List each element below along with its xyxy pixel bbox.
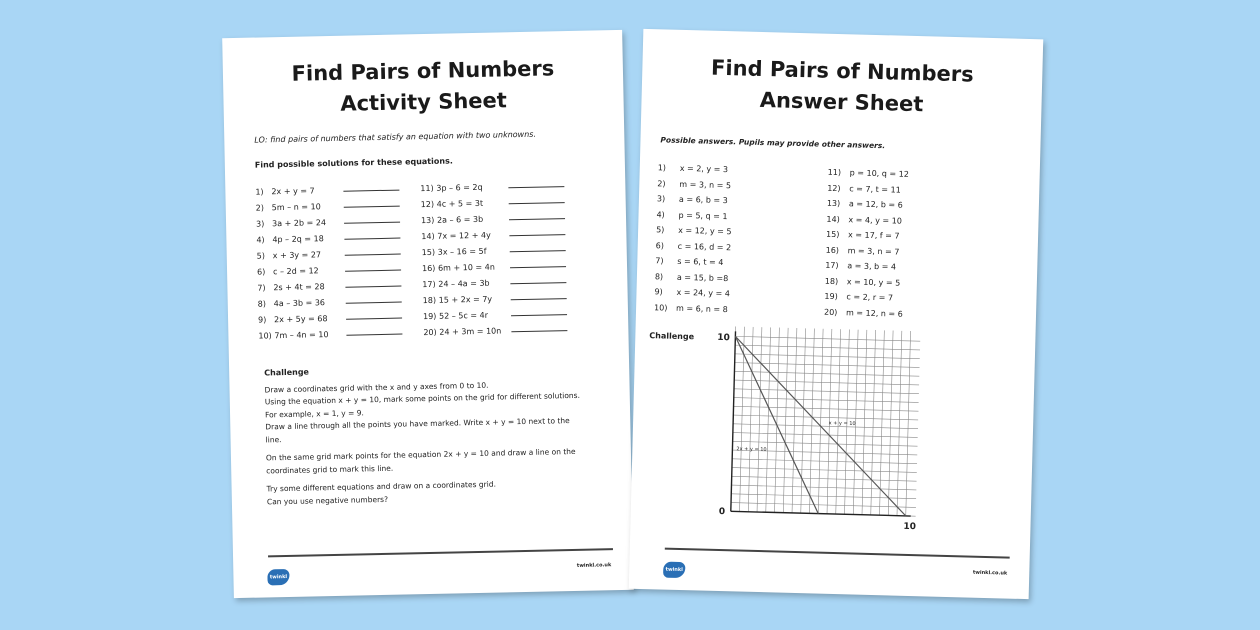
question-number: 3) <box>255 218 265 229</box>
question-equation: x + 3y = 27 <box>272 249 322 260</box>
challenge-text: For example, x = 1, y = 9. <box>264 407 364 419</box>
question-number: 16) <box>421 263 436 273</box>
answer-line[interactable] <box>509 218 565 220</box>
site-url: twinkl.co.uk <box>576 562 612 569</box>
answer-number: 8) <box>654 271 664 282</box>
challenge-text: Draw a coordinates grid with the x and y axes from 0 to 10. <box>264 380 489 394</box>
question-row <box>423 321 588 340</box>
instruction: Find possible solutions for these equations. <box>254 156 453 170</box>
answer-line[interactable] <box>510 250 566 252</box>
question-equation: 24 – 4a = 3b <box>438 278 490 289</box>
challenge-text: Using the equation x + y = 10, mark some points on the grid for different solutions. <box>264 390 581 407</box>
question-equation: 4a – 3b = 36 <box>273 297 326 308</box>
answer-text: m = 12, n = 6 <box>845 308 903 319</box>
answer-number: 15) <box>825 229 840 240</box>
answer-line[interactable] <box>346 317 402 319</box>
question-equation: 3a + 2b = 24 <box>271 217 327 228</box>
question-number: 5) <box>256 250 266 261</box>
answer-text: m = 6, n = 8 <box>675 303 728 314</box>
x-axis <box>731 511 911 516</box>
footer-divider <box>665 548 1010 559</box>
challenge-title: Challenge <box>649 331 695 342</box>
answer-text: a = 15, b =8 <box>676 272 729 283</box>
answer-line[interactable] <box>511 314 567 316</box>
question-number: 9) <box>257 314 267 325</box>
question-equation: 2s + 4t = 28 <box>273 281 325 292</box>
question-equation: 24 + 3m = 10n <box>439 325 502 337</box>
answer-number: 6) <box>655 241 665 251</box>
question-equation: 2x + y = 7 <box>271 185 315 196</box>
question-equation: 3p – 6 = 2q <box>436 182 483 193</box>
answer-text: x = 17, f = 7 <box>847 230 900 241</box>
twinkl-logo-icon: twinkl <box>663 562 685 579</box>
title-line-1: Find Pairs of Numbers <box>291 56 555 86</box>
question-equation: 7m – 4n = 10 <box>274 329 329 340</box>
coordinate-grid <box>710 326 920 540</box>
question-number: 20) <box>423 327 437 337</box>
answer-line[interactable] <box>344 205 400 207</box>
answer-columns <box>654 160 1040 325</box>
answer-text: x = 4, y = 10 <box>848 215 902 226</box>
answer-row <box>824 304 994 324</box>
answer-text: a = 12, b = 6 <box>848 199 903 210</box>
title-line-2: Activity Sheet <box>340 88 508 116</box>
question-number: 14) <box>421 231 435 241</box>
challenge-text: Draw a line through all the points you have marked. Write x + y = 10 next to the line. <box>265 416 570 444</box>
answer-number: 13) <box>826 198 841 209</box>
answer-number: 9) <box>654 287 663 297</box>
answer-number: 12) <box>827 183 841 193</box>
answer-line[interactable] <box>511 330 567 332</box>
answer-text: p = 5, q = 1 <box>678 210 728 221</box>
answer-line[interactable] <box>510 266 566 268</box>
learning-objective: LO: find pairs of numbers that satisfy an equation with two unknowns. <box>254 129 537 145</box>
question-equation: c – 2d = 12 <box>272 265 319 276</box>
answer-line[interactable] <box>508 186 564 188</box>
question-equation: 4p – 2q = 18 <box>272 233 324 244</box>
challenge-title: Challenge <box>264 367 310 378</box>
question-equation: 4c + 5 = 3t <box>436 198 484 209</box>
question-number: 15) <box>421 247 436 257</box>
answer-text: c = 16, d = 2 <box>677 241 732 252</box>
title-line-2: Answer Sheet <box>759 87 924 117</box>
question-equation: 7x = 12 + 4y <box>437 230 491 241</box>
question-number: 10) <box>258 330 272 341</box>
answer-number: 7) <box>655 256 664 266</box>
question-columns <box>255 176 628 344</box>
answer-text: m = 3, n = 5 <box>679 179 732 190</box>
answer-row <box>654 300 824 320</box>
challenge-text: On the same grid mark points for the equation 2x + y = 10 and draw a line on the coordinates grid to mark this line. <box>265 446 576 475</box>
answer-number: 18) <box>824 276 839 286</box>
answer-text: x = 12, y = 5 <box>678 226 732 237</box>
question-row <box>258 324 423 343</box>
activity-title <box>223 52 624 122</box>
challenge-text: Try some different equations and draw on a coordinates grid. <box>266 479 497 494</box>
question-equation: 5m – n = 10 <box>271 201 321 212</box>
y-axis <box>731 331 736 511</box>
answer-number: 2) <box>657 179 666 189</box>
question-equation: 52 – 5c = 4r <box>438 310 489 321</box>
question-equation: 2a – 6 = 3b <box>436 214 484 225</box>
answer-number: 14) <box>826 214 840 224</box>
question-number: 11) <box>420 183 434 193</box>
answer-column-left <box>654 160 828 319</box>
answer-title <box>641 51 1042 123</box>
title-line-1: Find Pairs of Numbers <box>710 55 974 87</box>
answer-line[interactable] <box>346 301 402 303</box>
question-number: 6) <box>256 266 266 277</box>
answer-text: x = 24, y = 4 <box>676 288 731 299</box>
question-number: 8) <box>257 298 267 309</box>
question-equation: 3x – 16 = 5f <box>437 246 487 257</box>
answer-number: 17) <box>825 260 839 271</box>
activity-sheet <box>222 30 634 598</box>
question-number: 13) <box>420 215 435 225</box>
answer-text: p = 10, q = 12 <box>849 168 909 180</box>
answer-line[interactable] <box>345 269 401 271</box>
answer-text: x = 10, y = 5 <box>846 277 901 288</box>
answer-line[interactable] <box>345 285 401 287</box>
x-min-label: 0 <box>718 507 726 518</box>
answer-number: 10) <box>653 302 668 313</box>
question-number: 2) <box>255 202 265 213</box>
answer-line[interactable] <box>345 253 401 255</box>
answer-text: c = 2, r = 7 <box>846 292 894 303</box>
answer-number: 16) <box>825 245 840 255</box>
question-number: 1) <box>255 186 264 197</box>
answer-text: m = 3, n = 7 <box>847 246 900 257</box>
footer-divider <box>268 548 613 557</box>
site-url: twinkl.co.uk <box>972 569 1008 577</box>
coordinate-grid-svg <box>710 326 920 536</box>
answer-line[interactable] <box>344 237 400 239</box>
question-column-right <box>420 177 588 340</box>
question-column-left <box>255 180 423 343</box>
y-max-label: 10 <box>717 332 730 344</box>
answer-line[interactable] <box>511 298 567 300</box>
answer-number: 3) <box>656 194 666 204</box>
question-equation: 2x + 5y = 68 <box>273 313 328 324</box>
challenge-text: Can you use negative numbers? <box>266 494 389 506</box>
answer-sheet <box>629 29 1044 599</box>
question-number: 12) <box>420 199 435 209</box>
answer-number: 11) <box>827 167 842 178</box>
question-number: 7) <box>257 282 266 293</box>
challenge-section <box>264 361 587 509</box>
answer-text: x = 2, y = 3 <box>679 164 729 175</box>
answer-number: 4) <box>656 210 665 220</box>
question-number: 18) <box>422 295 437 305</box>
twinkl-logo-icon: twinkl <box>267 569 289 585</box>
answer-text: a = 3, b = 4 <box>847 261 897 272</box>
answer-text: s = 6, t = 4 <box>677 257 724 268</box>
answer-text: a = 6, b = 3 <box>678 195 728 206</box>
answer-column-right <box>824 165 998 324</box>
question-equation: 15 + 2x = 7y <box>438 294 493 305</box>
answer-number: 5) <box>656 225 665 235</box>
answer-number: 1) <box>657 163 667 173</box>
answer-line[interactable] <box>509 202 565 204</box>
question-number: 4) <box>256 234 265 245</box>
answers-note: Possible answers. Pupils may provide other answers. <box>660 135 886 151</box>
answer-number: 20) <box>823 307 838 317</box>
answer-text: c = 7, t = 11 <box>849 184 901 195</box>
x-max-label: 10 <box>903 521 917 533</box>
answer-line[interactable] <box>343 189 399 191</box>
question-equation: 6m + 10 = 4n <box>437 262 495 273</box>
question-number: 19) <box>422 311 437 321</box>
answer-line[interactable] <box>510 282 566 284</box>
answer-line[interactable] <box>509 234 565 236</box>
line-label-2x-plus-y: 2x + y = 10 <box>736 446 767 453</box>
answer-number: 19) <box>824 291 838 302</box>
answer-line[interactable] <box>344 221 400 223</box>
question-number: 17) <box>422 279 436 289</box>
answer-line[interactable] <box>346 333 402 335</box>
line-label-x-plus-y: x + y = 10 <box>828 420 856 428</box>
